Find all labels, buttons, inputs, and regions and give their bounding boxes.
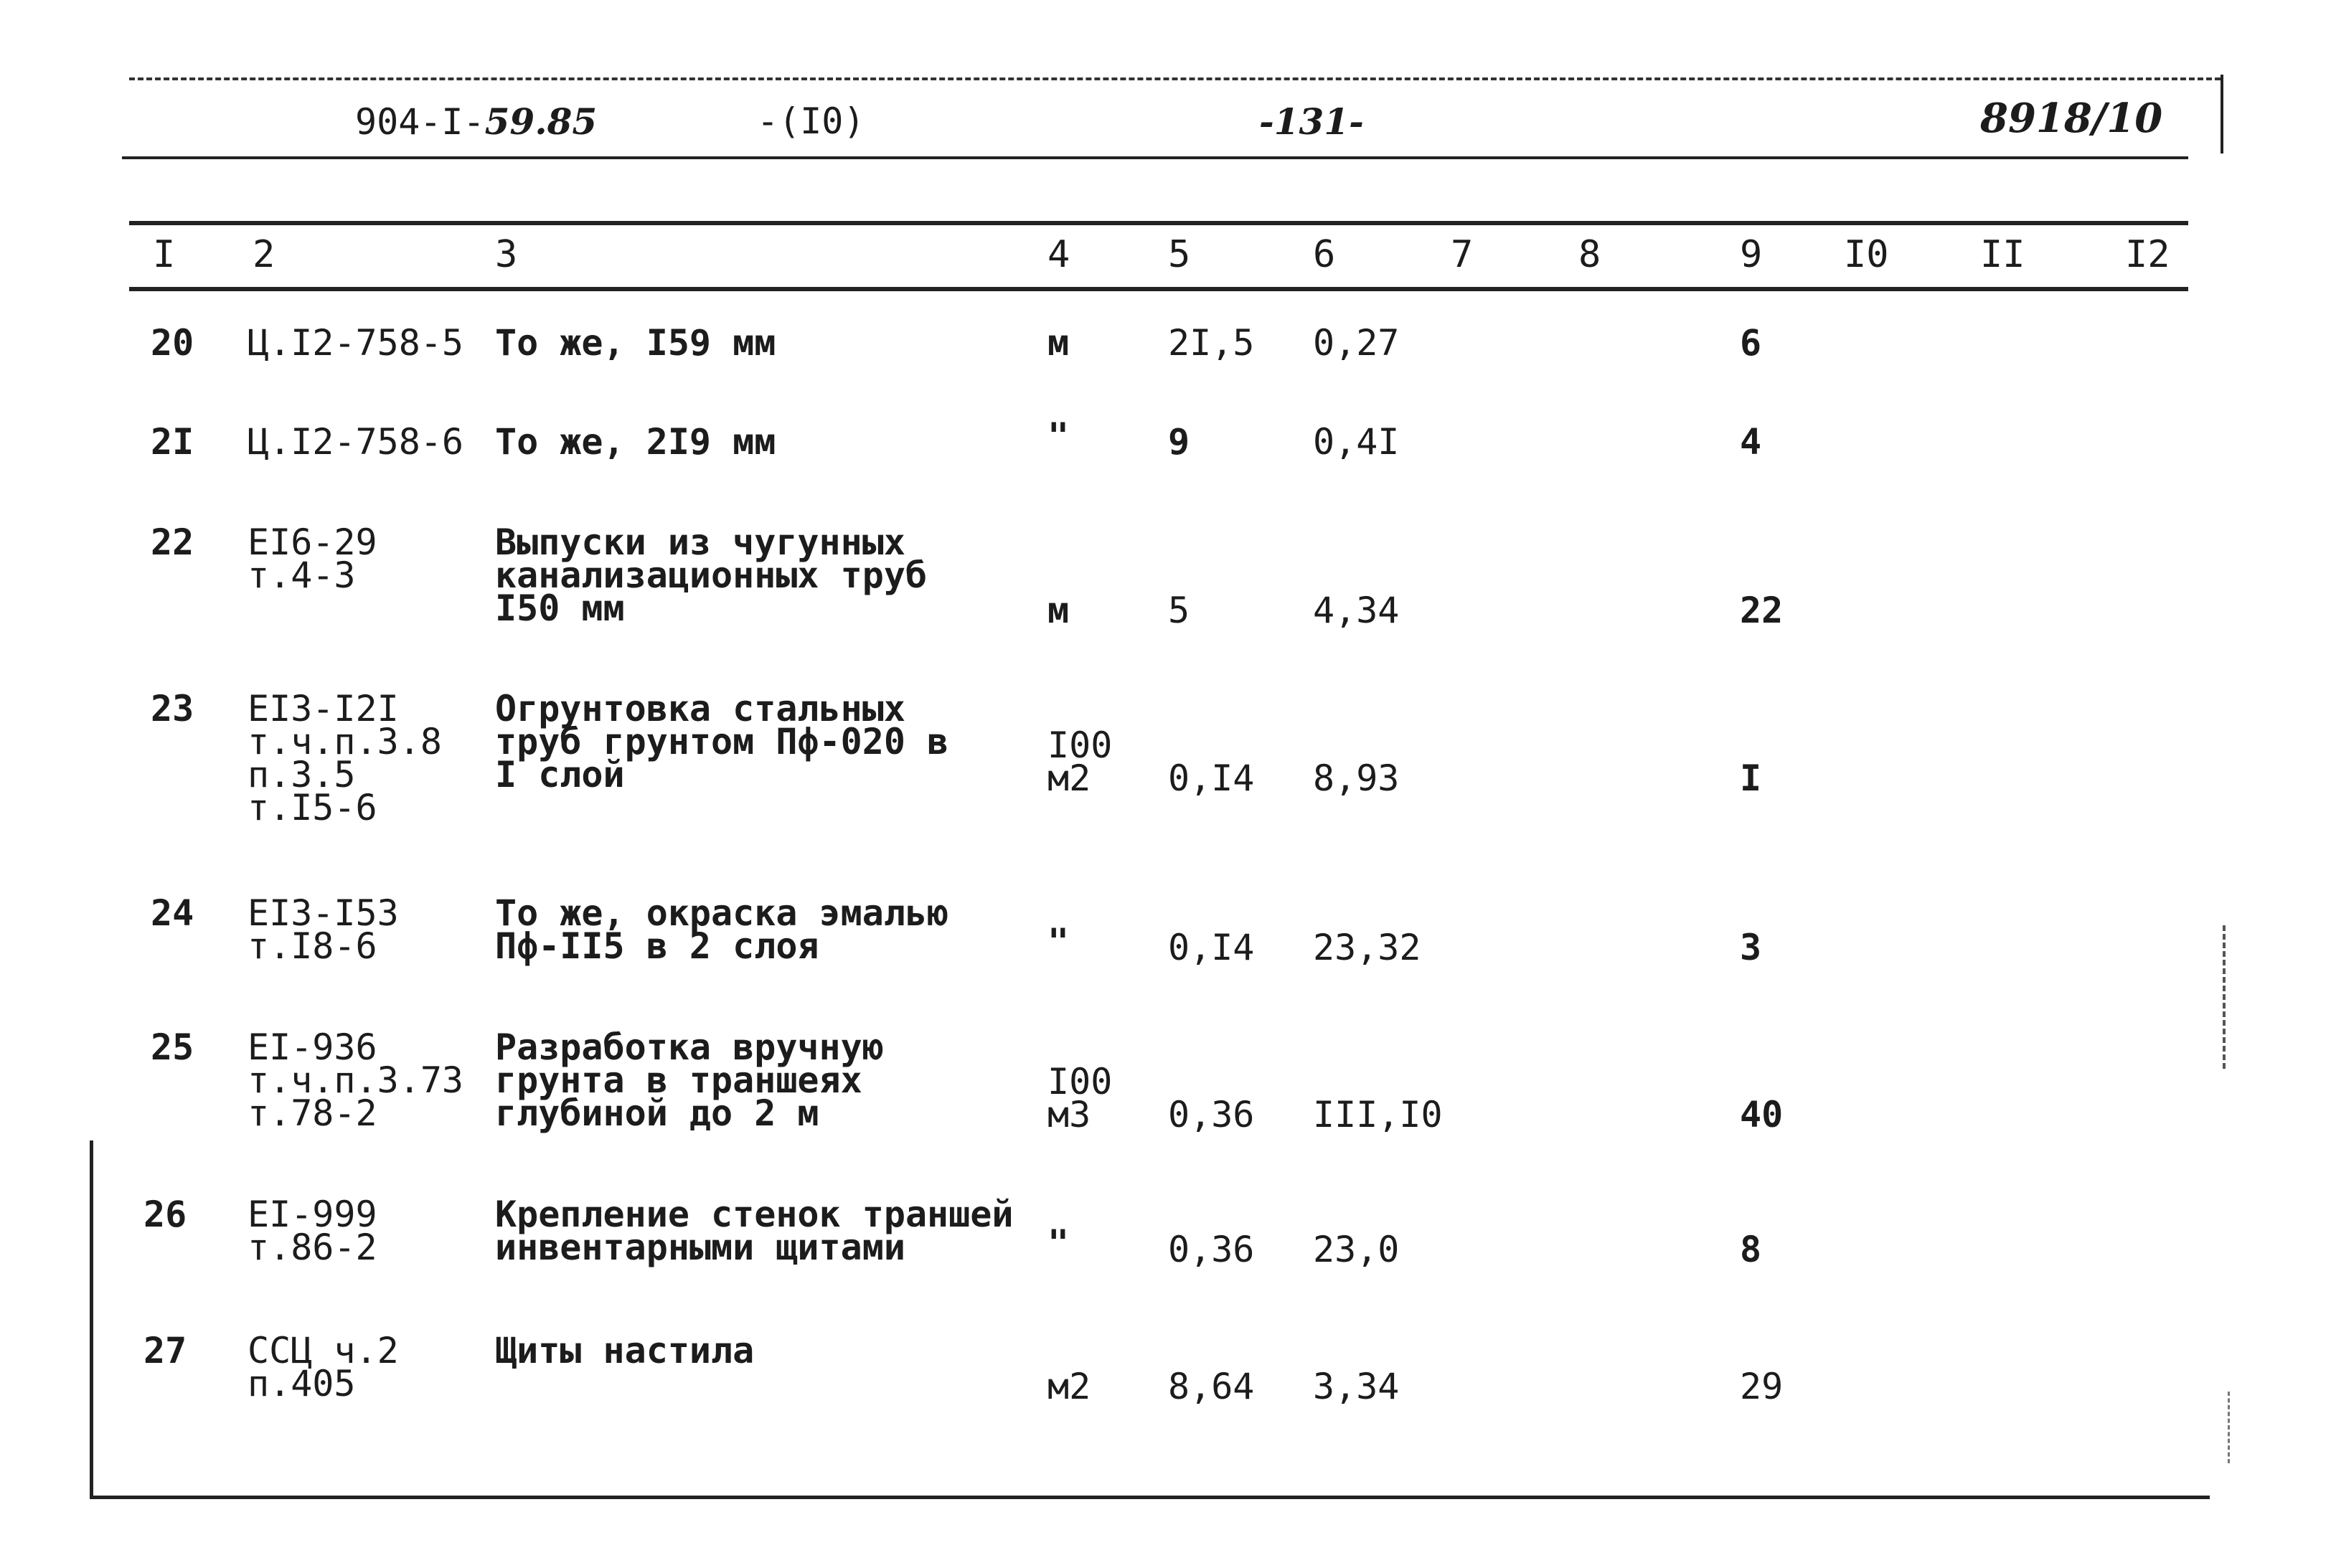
- row-name: Выпуски из чугунных канализационных труб I50 мм: [495, 521, 928, 629]
- row-code: EI6-29 т.4-3: [248, 521, 377, 596]
- row-code: EI3-I53 т.I8-6: [248, 892, 399, 967]
- row-unit: м: [1047, 590, 1070, 631]
- row-number: 2I: [151, 421, 194, 463]
- row-unit: I00 м2: [1047, 724, 1113, 799]
- row-number: 20: [151, 322, 194, 364]
- row-name: Крепление стенок траншей инвентарными щитами: [495, 1194, 1014, 1268]
- column-header-top-line: [129, 221, 2188, 225]
- row-unit: м2: [1047, 1366, 1091, 1407]
- column-header-11: II: [1980, 233, 2025, 276]
- row-total: 6: [1740, 322, 1762, 364]
- row-code: Ц.I2-758-5: [248, 322, 464, 364]
- column-header-5: 5: [1168, 233, 1191, 276]
- row-number: 22: [151, 521, 194, 563]
- row-price: 23,32: [1313, 927, 1421, 968]
- column-header-6: 6: [1313, 233, 1336, 276]
- column-header-bottom-line: [129, 287, 2188, 291]
- document-code-handwritten: 59.85: [484, 100, 598, 143]
- document-code-prefix: 904-I-: [355, 101, 485, 143]
- row-total: I: [1740, 757, 1762, 799]
- row-name: Огрунтовка стальных труб грунтом Пф-020 в I слой: [495, 688, 949, 795]
- row-name: Щиты настила: [495, 1330, 755, 1371]
- row-price: 8,93: [1313, 757, 1400, 799]
- column-header-9: 9: [1740, 233, 1763, 276]
- row-code: Ц.I2-758-6: [248, 421, 464, 463]
- document-code: [355, 100, 597, 143]
- column-header-1: I: [153, 233, 176, 276]
- row-total: 4: [1740, 421, 1762, 463]
- row-unit: ": [1047, 415, 1070, 457]
- row-quantity: 0,I4: [1168, 927, 1255, 968]
- right-margin-mark: [2223, 925, 2226, 1069]
- row-number: 27: [143, 1330, 187, 1371]
- row-quantity: 2I,5: [1168, 322, 1255, 364]
- row-unit: ": [1047, 921, 1070, 963]
- column-header-12: I2: [2125, 233, 2170, 276]
- column-header-2: 2: [253, 233, 276, 276]
- row-price: 3,34: [1313, 1366, 1400, 1407]
- column-header-10: I0: [1844, 233, 1889, 276]
- row-code: ССЦ ч.2 п.405: [248, 1330, 399, 1404]
- row-quantity: 0,36: [1168, 1094, 1255, 1135]
- row-unit: м: [1047, 322, 1070, 364]
- row-name: То же, I59 мм: [495, 322, 776, 364]
- column-header-7: 7: [1451, 233, 1474, 276]
- right-margin-mark-lower: [2228, 1392, 2230, 1463]
- row-price: 0,27: [1313, 322, 1400, 364]
- row-code: EI-936 т.ч.п.3.73 т.78-2: [248, 1026, 464, 1134]
- row-code: EI3-I2I т.ч.п.3.8 п.3.5 т.I5-6: [248, 688, 442, 828]
- row-quantity: 9: [1168, 421, 1190, 463]
- row-number: 26: [143, 1194, 187, 1235]
- column-header-3: 3: [495, 233, 518, 276]
- row-total: 22: [1740, 590, 1784, 631]
- document-part: -(I0): [757, 100, 865, 142]
- row-unit: I00 м3: [1047, 1061, 1113, 1135]
- row-number: 25: [151, 1026, 194, 1068]
- row-unit: ": [1047, 1222, 1070, 1264]
- row-name: То же, окраска эмалью Пф-II5 в 2 слоя: [495, 892, 949, 967]
- row-price: III,I0: [1313, 1094, 1443, 1135]
- row-quantity: 5: [1168, 590, 1190, 631]
- row-number: 23: [151, 688, 194, 729]
- row-total: 8: [1740, 1229, 1762, 1270]
- row-quantity: 8,64: [1168, 1366, 1255, 1407]
- row-price: 0,4I: [1313, 421, 1400, 463]
- row-quantity: 0,I4: [1168, 757, 1255, 799]
- header-underline: [122, 156, 2188, 159]
- row-total: 29: [1740, 1366, 1784, 1407]
- top-border: [129, 77, 2221, 80]
- bottom-border: [90, 1496, 2210, 1499]
- row-name: То же, 2I9 мм: [495, 421, 776, 463]
- column-header-8: 8: [1578, 233, 1601, 276]
- page-number: -131-: [1259, 100, 1364, 143]
- row-quantity: 0,36: [1168, 1229, 1255, 1270]
- row-code: EI-999 т.86-2: [248, 1194, 377, 1268]
- left-border: [90, 1140, 93, 1499]
- row-price: 23,0: [1313, 1229, 1400, 1270]
- column-header-4: 4: [1047, 233, 1070, 276]
- top-border-right: [2221, 75, 2223, 154]
- row-name: Разработка вручную грунта в траншеях глубиной до 2 м: [495, 1026, 884, 1134]
- row-total: 3: [1740, 927, 1762, 968]
- row-number: 24: [151, 892, 194, 934]
- row-total: 40: [1740, 1094, 1784, 1135]
- sheet-reference: 8918/10: [1980, 95, 2163, 142]
- row-price: 4,34: [1313, 590, 1400, 631]
